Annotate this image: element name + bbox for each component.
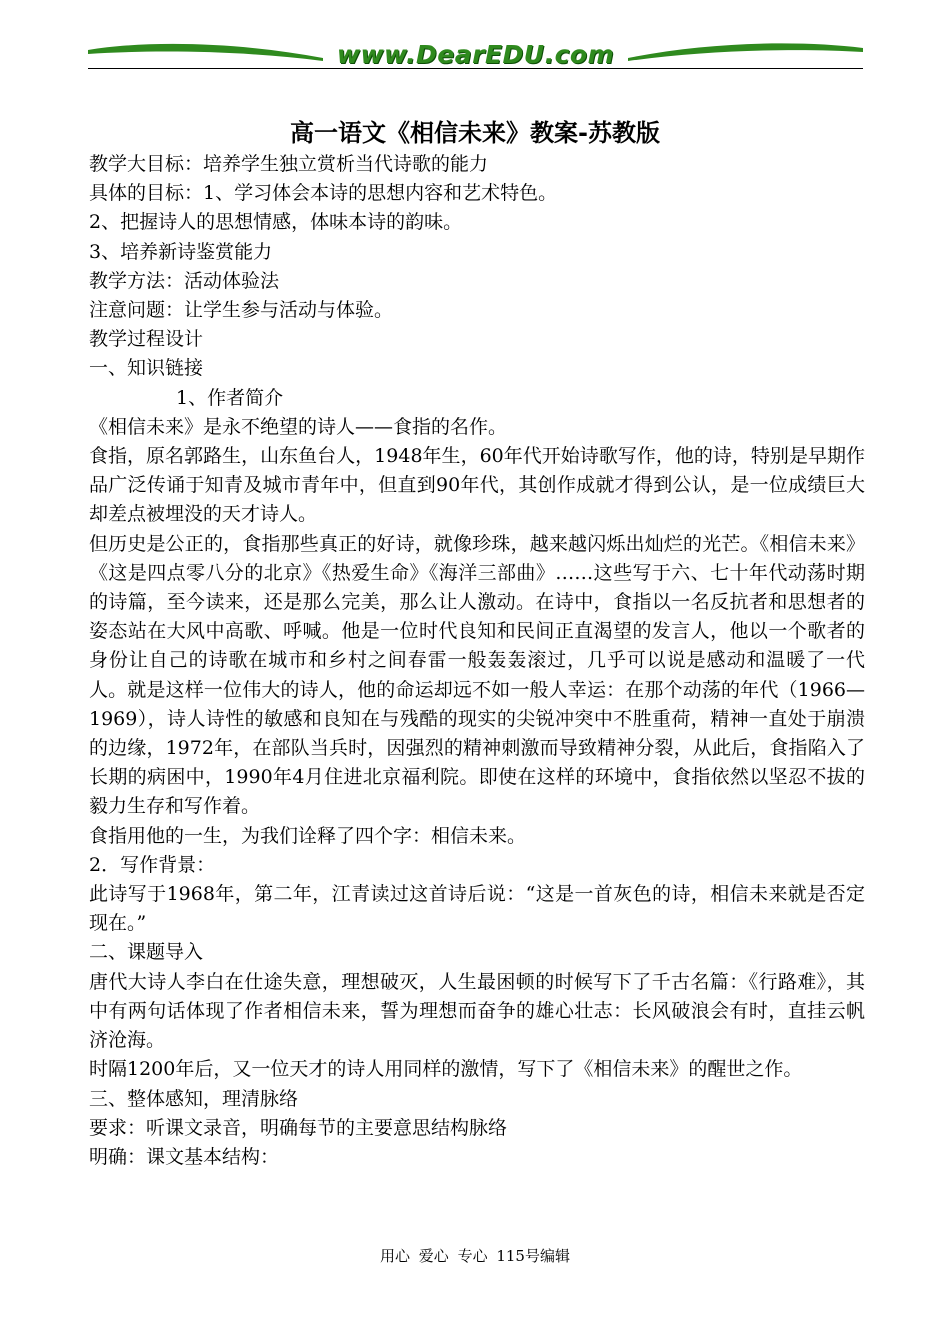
section-heading: 二、课题导入	[89, 941, 204, 964]
paragraph: 食指用他的一生，为我们诠释了四个字：相信未来。	[89, 824, 527, 847]
paragraph: 具体的目标：1、学习体会本诗的思想内容和艺术特色。	[89, 182, 558, 205]
site-header	[88, 36, 863, 72]
subsection-heading: 1、作者简介	[176, 386, 284, 409]
paragraph: 《相信未来》是永不绝望的诗人——食指的名作。	[89, 415, 508, 438]
paragraph: 3、培养新诗鉴赏能力	[89, 240, 273, 263]
section-heading: 教学过程设计	[89, 328, 204, 351]
paragraph: 此诗写于1968年，第二年，江青读过这首诗后说：“这是一首灰色的诗，相信未来就是否定现在。”	[89, 883, 865, 935]
document-body	[89, 150, 865, 1172]
paragraph: 教学方法：活动体验法	[89, 269, 280, 292]
paragraph: 食指，原名郭路生，山东鱼台人，1948年生，60年代开始诗歌写作，他的诗，特别是早期作品广泛传诵于知青及城市青年中，但直到90年代，其创作成就才得到公认，是一位成绩巨大却差点被埋没的天才诗人。	[89, 445, 865, 526]
paragraph: 唐代大诗人李白在仕途失意，理想破灭，人生最困顿的时候写下了千古名篇：《行路难》，其中有两句话体现了作者相信未来，誓为理想而奋争的雄心壮志：长风破浪会有时，直挂云帆济沧海。	[89, 970, 865, 1052]
site-logo-text: www.DearEDU.com	[336, 40, 615, 69]
section-heading: 一、知识链接	[89, 357, 204, 380]
paragraph: 但历史是公正的，食指那些真正的好诗，就像珍珠，越来越闪烁出灿烂的光芒。《相信未来》《这是四点零八分的北京》《热爱生命》《海洋三部曲》……这些写于六、七十年代动荡时期的诗篇，至今读来，还是那么完美，那么让人激动。在诗中，食指以一名反抗者和思想者的姿态站在大风中高歌、呼喊。他是一位时代良知和民间正直渴望的发言人，他以一个歌者的身份让自己的诗歌在城市和乡村之间春雷一般轰轰滚过，几乎可以说是感动和温暖了一代人。就是这样一位伟大的诗人，他的命运却远不如一般人幸运：在那个动荡的年代（1966—1969），诗人诗性的敏感和良知在与残酷的现实的尖锐冲突中不胜重荷，精神一直处于崩溃的边缘，1972年，在部队当兵时，因强烈的精神刺激而导致精神分裂，从此后，食指陷入了长期的病困中，1990年4月住进北京福利院。即使在这样的环境中，食指依然以坚忍不拔的毅力生存和写作着。	[89, 532, 865, 818]
paragraph: 明确：课文基本结构：	[89, 1145, 280, 1168]
header-rule	[88, 68, 863, 69]
paragraph: 时隔1200年后，又一位天才的诗人用同样的激情，写下了《相信未来》的醒世之作。	[89, 1058, 803, 1081]
subsection-heading: 2．写作背景：	[89, 853, 216, 876]
paragraph: 2、把握诗人的思想情感，体味本诗的韵味。	[89, 211, 463, 234]
page-footer: 用心 爱心 专心 115号编辑	[380, 1247, 570, 1265]
paragraph: 教学大目标：培养学生独立赏析当代诗歌的能力	[89, 153, 489, 175]
paragraph: 注意问题：让学生参与活动与体验。	[89, 299, 394, 322]
page-title: 高一语文《相信未来》教案-苏教版	[290, 119, 660, 147]
paragraph: 要求：听课文录音，明确每节的主要意思结构脉络	[89, 1116, 508, 1139]
section-heading: 三、整体感知，理清脉络	[89, 1087, 299, 1110]
